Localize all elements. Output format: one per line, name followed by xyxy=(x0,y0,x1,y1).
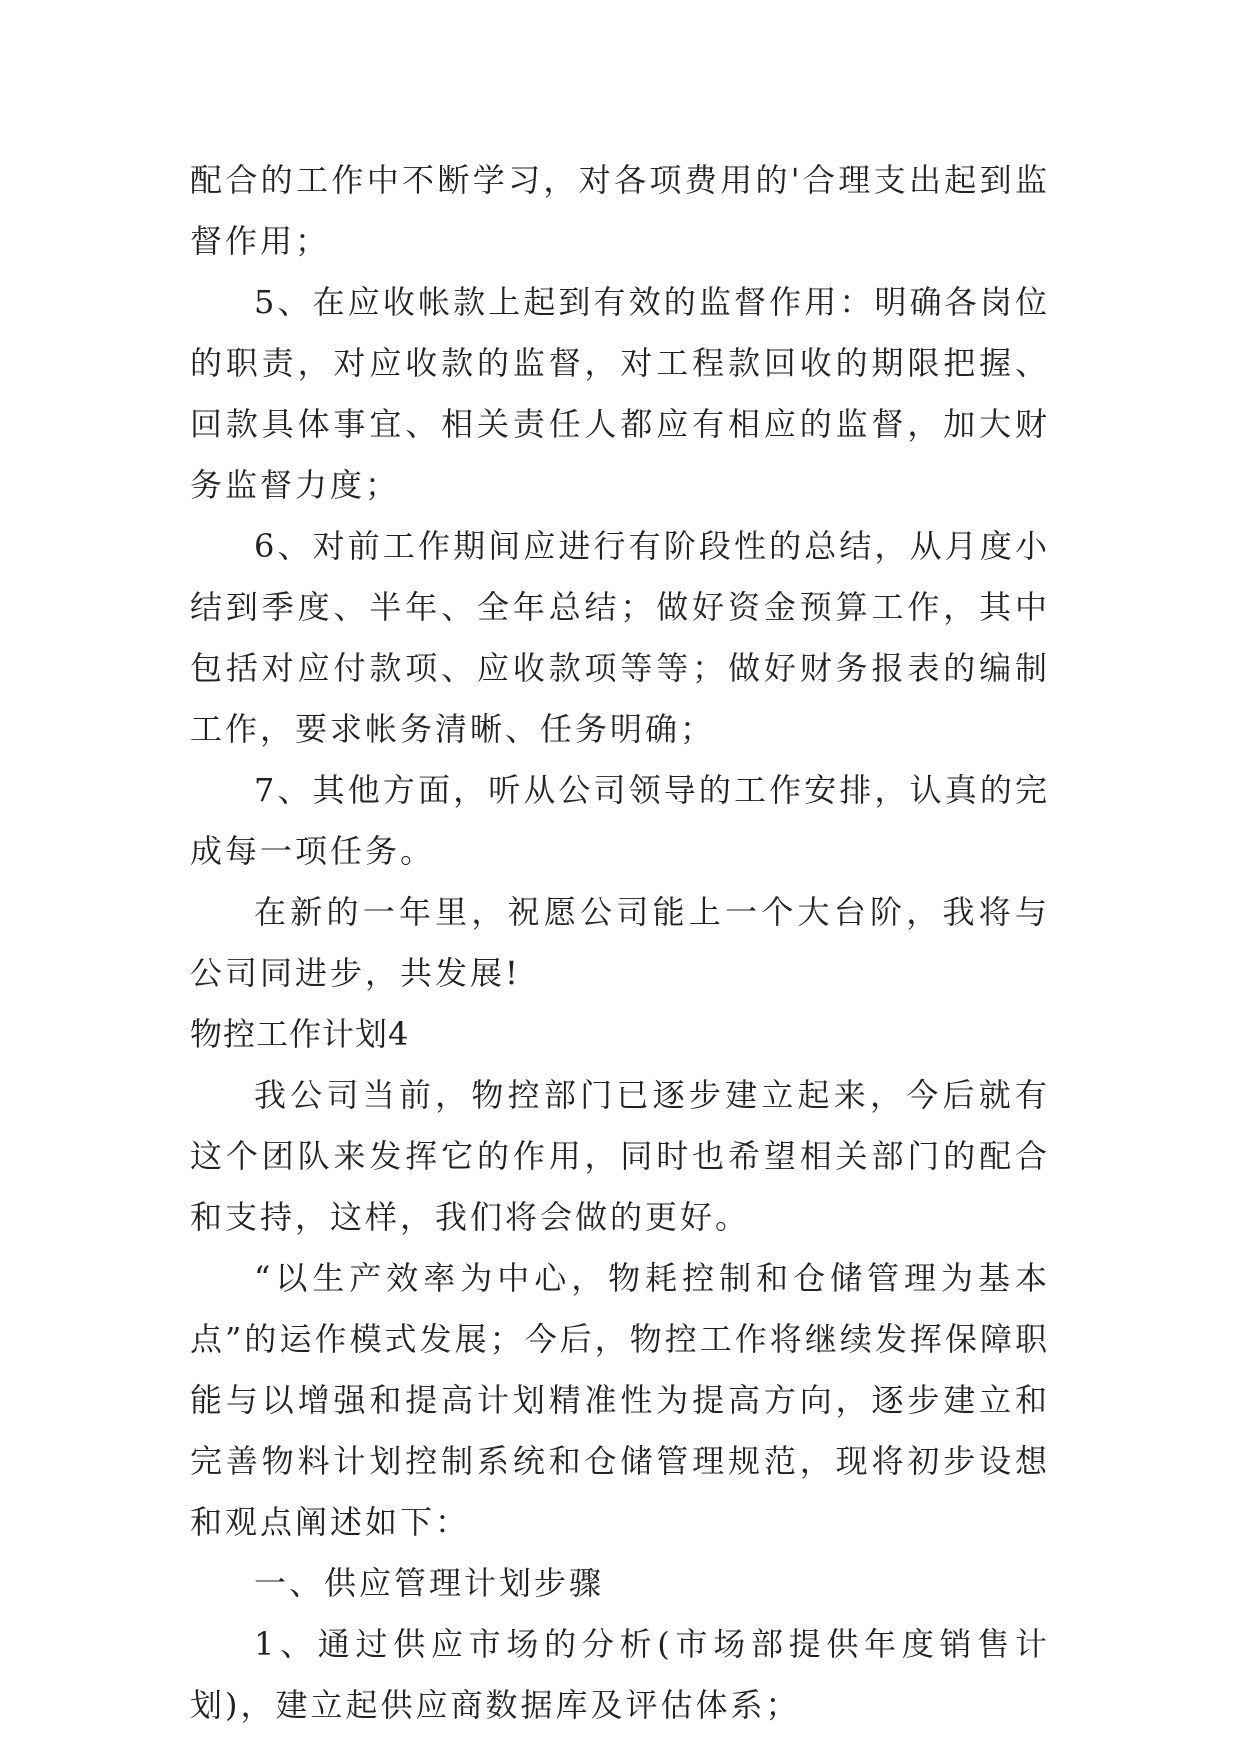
paragraph: 配合的工作中不断学习，对各项费用的'合理支出起到监督作用； xyxy=(190,161,1050,260)
section-title: 物控工作计划4 xyxy=(190,1015,410,1053)
paragraph: 1、通过供应市场的分析(市场部提供年度销售计划)，建立起供应商数据库及评估体系； xyxy=(190,1625,1050,1724)
subheading: 一、供应管理计划步骤 xyxy=(254,1564,605,1602)
paragraph: 我公司当前，物控部门已逐步建立起来，今后就有这个团队来发挥它的作用，同时也希望相关部门的配合和支持，这样，我们将会做的更好。 xyxy=(190,1076,1050,1236)
paragraph: 在新的一年里，祝愿公司能上一个大台阶，我将与公司同进步，共发展! xyxy=(190,893,1050,992)
document-page xyxy=(190,150,1050,1736)
paragraph: “以生产效率为中心，物耗控制和仓储管理为基本点”的运作模式发展；今后，物控工作将继续发挥保障职能与以增强和提高计划精准性为提高方向，逐步建立和完善物料计划控制系统和仓储管理规范，现将初步设想和观点阐述如下： xyxy=(190,1259,1050,1541)
paragraph: 5、在应收帐款上起到有效的监督作用：明确各岗位的职责，对应收款的监督，对工程款回收的期限把握、回款具体事宜、相关责任人都应有相应的监督，加大财务监督力度； xyxy=(190,283,1050,504)
paragraph: 6、对前工作期间应进行有阶段性的总结，从月度小结到季度、半年、全年总结；做好资金预算工作，其中包括对应付款项、应收款项等等；做好财务报表的编制工作，要求帐务清晰、任务明确； xyxy=(190,527,1050,748)
paragraph: 7、其他方面，听从公司领导的工作安排，认真的完成每一项任务。 xyxy=(190,771,1050,870)
